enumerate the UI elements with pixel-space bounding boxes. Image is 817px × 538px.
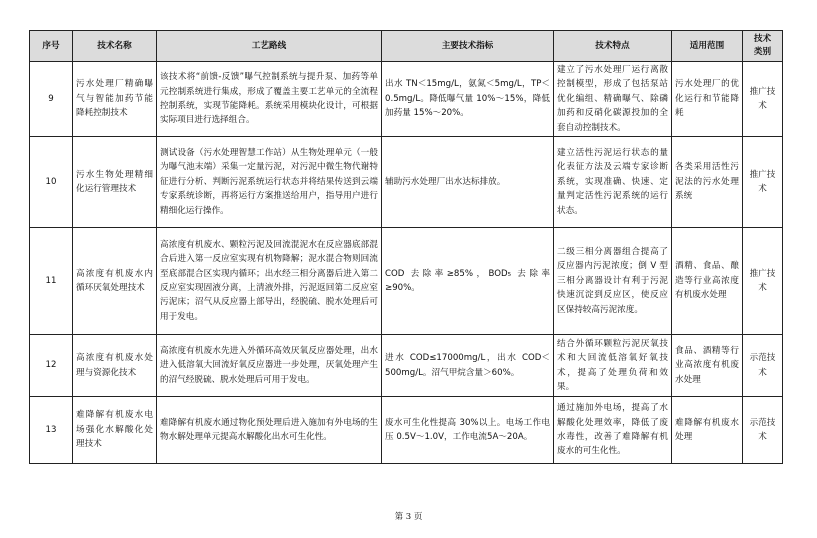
- table-row: [30, 137, 783, 228]
- header-no: 序号: [30, 31, 73, 62]
- header-route: 工艺路线: [157, 31, 382, 62]
- row-name: 高浓度有机废水内循环厌氧处理技术: [73, 228, 157, 335]
- row-category: 示范技术: [743, 335, 783, 397]
- row-name: 污水生物处理精细化运行管理技术: [73, 137, 157, 228]
- header-category: 技术 类别: [743, 31, 783, 62]
- row-scope: 食品、酒精等行业高浓度有机废水处理: [672, 335, 743, 397]
- row-scope: 各类采用活性污泥法的污水处理系统: [672, 137, 743, 228]
- row-indicators: COD 去除率≥85%，BOD₅ 去除率≥90%。: [382, 228, 554, 335]
- row-features: 通过施加外电场，提高了水解酸化处理效率，降低了废水毒性，改善了难降解有机废水的可生化性。: [554, 397, 672, 464]
- row-scope: 难降解有机废水处理: [672, 397, 743, 464]
- row-route: 高浓度有机废水、颗粒污泥及回流混泥水在反应器底部混合后进入第一反应室实现有机物降解；泥水混合物则回流至底部混合区实现内循环；出水经三相分离器后进入第二反应室实现固液分离，上清液外排，污泥返回第二反应室污泥床；沼气从反应器上部导出，经脱硫、脱水处理后可用于发电。: [157, 228, 382, 335]
- row-category: 推广技术: [743, 228, 783, 335]
- row-no: 9: [30, 62, 73, 137]
- row-name: 难降解有机废水电场强化水解酸化处理技术: [73, 397, 157, 464]
- row-route: 高浓度有机废水先进入外循环高效厌氧反应器处理，出水进入低溶氧大回流好氧反应器进一步处理，厌氧处理产生的沼气经脱硫、脱水处理后可用于发电。: [157, 335, 382, 397]
- page-number: 第 3 页: [394, 512, 423, 522]
- row-category: 推广技术: [743, 137, 783, 228]
- row-indicators: 进水 COD≤17000mg/L，出水 COD＜500mg/L。沼气甲烷含量＞60%。: [382, 335, 554, 397]
- header-scope: 适用范围: [672, 31, 743, 62]
- header-features: 技术特点: [554, 31, 672, 62]
- row-scope: 污水处理厂的优化运行和节能降耗: [672, 62, 743, 137]
- row-indicators: 废水可生化性提高 30%以上。电场工作电压 0.5V～1.0V，工作电流5A～20A。: [382, 397, 554, 464]
- row-category: 示范技术: [743, 397, 783, 464]
- row-scope: 酒精、食品、酿造等行业高浓度有机废水处理: [672, 228, 743, 335]
- row-features: 二级三相分离器组合提高了反应器内污泥浓度；倒 V 型三相分离器设计有利于污泥快速沉淀到反应区，使反应区保持较高污泥浓度。: [554, 228, 672, 335]
- technology-table: [29, 30, 783, 464]
- row-route: 测试设备（污水处理智慧工作站）从生物处理单元（一般为曝气池末端）采集一定量污泥，对污泥中微生物代谢特征进行分析、判断污泥系统运行状态并将结果传送到云端专家系统诊断，再将运行方案推送给用户，指导用户进行精细化运行操作。: [157, 137, 382, 228]
- row-no: 11: [30, 228, 73, 335]
- header-indicators: 主要技术指标: [382, 31, 554, 62]
- row-name: 污水处理厂精确曝气与智能加药节能降耗控制技术: [73, 62, 157, 137]
- table-row: [30, 62, 783, 137]
- row-features: 建立了污水处理厂运行离散控制模型，形成了包括泵站优化编组、精确曝气、除磷加药和反硝化碳源投加的全套自动控制技术。: [554, 62, 672, 137]
- row-no: 12: [30, 335, 73, 397]
- row-route: 难降解有机废水通过物化预处理后进入施加有外电场的生物水解处理单元提高水解酸化出水可生化性。: [157, 397, 382, 464]
- row-features: 建立活性污泥运行状态的量化表征方法及云端专家诊断系统，实现准确、快速、定量判定活性污泥系统的运行状态。: [554, 137, 672, 228]
- table-row: [30, 335, 783, 397]
- row-indicators: 辅助污水处理厂出水达标排放。: [382, 137, 554, 228]
- row-no: 10: [30, 137, 73, 228]
- row-no: 13: [30, 397, 73, 464]
- row-category: 推广技术: [743, 62, 783, 137]
- table-row: [30, 397, 783, 464]
- row-name: 高浓度有机废水处理与资源化技术: [73, 335, 157, 397]
- table-header-row: [30, 31, 783, 62]
- table-row: [30, 228, 783, 335]
- row-indicators: 出水 TN＜15mg/L，氨氮＜5mg/L，TP＜0.5mg/L。降低曝气量 10%～15%，降低加药量 15%～20%。: [382, 62, 554, 137]
- header-name: 技术名称: [73, 31, 157, 62]
- row-features: 结合外循环颗粒污泥厌氧技术和大回流低溶氧好氧技术，提高了处理负荷和效果。: [554, 335, 672, 397]
- row-route: 该技术将“前馈-反馈”曝气控制系统与提升泵、加药等单元控制系统进行集成，形成了覆盖主要工艺单元的全流程控制系统，实现节能降耗。系统采用模块化设计，可根据实际项目进行选择组合。: [157, 62, 382, 137]
